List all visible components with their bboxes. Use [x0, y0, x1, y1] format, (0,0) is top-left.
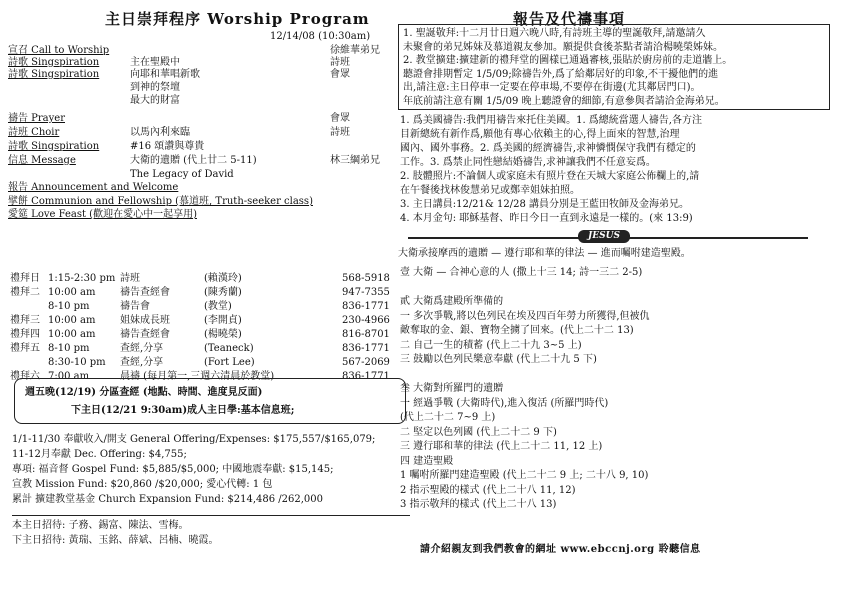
schedule-day: 禮拜二	[10, 287, 40, 298]
schedule-person: (教堂)	[204, 301, 232, 312]
program-item-label: 愛筵 Love Feast (歡迎在愛心中一起享用)	[8, 209, 197, 220]
schedule-row	[10, 286, 410, 300]
schedule-event: 詩班	[120, 273, 140, 284]
left-column	[0, 0, 415, 595]
schedule-person: (Teaneck)	[204, 343, 254, 354]
schedule-day: 禮拜日	[10, 273, 40, 284]
program-item-detail: 大衛的遺贈 (代上廿二 5-11)	[130, 155, 257, 166]
outline-line: 叁 大衛對所羅門的遺贈	[400, 383, 504, 394]
program-item-leader: 詩班	[330, 127, 350, 138]
schedule-person: (楊曉榮)	[204, 329, 242, 340]
schedule-row	[10, 356, 410, 370]
schedule-row	[10, 314, 410, 328]
program-item-label: 詩班 Choir	[8, 127, 60, 138]
outline-line: (代上二十二 7~9 上)	[400, 412, 496, 423]
schedule-time: 1:15-2:30 pm	[48, 273, 116, 284]
schedule-row	[10, 272, 410, 286]
program-item-detail: The Legacy of David	[130, 169, 234, 180]
announcement-line: 聽證會排期暫定 1/5/09;除禱告外,爲了給鄰居好的印象,不干擾他們的進	[403, 68, 719, 80]
outline-line: 二 自己一生的積蓄 (代上二十九 3~5 上)	[400, 339, 582, 351]
host-line: 本主日招待: 子務、錫富、陳法、雪梅。	[12, 520, 189, 531]
banner-text: JESUS	[578, 230, 630, 243]
divider	[12, 515, 410, 516]
program-item-label: 報告 Announcement and Welcome	[8, 182, 179, 193]
sermon-title: 大衛承接摩西的遺贈 — 遵行耶和華的律法 — 進而囑咐建造聖殿。	[398, 248, 691, 259]
outline-line: 四 建造聖殿	[400, 455, 454, 467]
program-item-detail: 主在聖殿中	[130, 57, 180, 68]
schedule-time: 8-10 pm	[48, 343, 90, 354]
schedule-phone: 816-8701	[342, 329, 390, 340]
schedule-phone: 567-2069	[342, 357, 390, 368]
announcement-line: 2. 教堂擴建:擴建新的禮拜堂的圖樣已通過審核,張貼於廚房前的走道牆上。	[403, 55, 733, 66]
prayer-item-line: 在午餐後找林俊慧弟兄或鄭幸姐妹拍照。	[400, 185, 580, 196]
schedule-phone: 836-1771	[342, 343, 390, 354]
website-footer: 請介紹親友到我們教會的網址 www.ebccnj.org 聆聽信息	[420, 544, 701, 555]
program-title: 主日崇拜程序 Worship Program	[105, 10, 370, 28]
schedule-row	[10, 328, 410, 342]
outline-line: 三 鼓勵以色列民樂意奉獻 (代上二十九 5 下)	[400, 354, 597, 365]
outline-line: 貳 大衛爲建殿所準備的	[400, 296, 504, 307]
program-item-label: 宣召 Call to Worship	[8, 45, 110, 56]
program-item-leader: 林三綱弟兄	[330, 155, 380, 166]
schedule-day: 禮拜三	[10, 315, 40, 326]
outline-line: 2 指示聖殿的樣式 (代上二十八 11, 12)	[400, 484, 576, 496]
announcement-line: 未聚會的弟兄姊妹及慕道親友參加。願提供食後茶點者請洽楊曉榮姊妹。	[403, 41, 723, 53]
program-item-label: 擘餅 Communion and Fellowship (慕道班, Truth-seeker class)	[8, 196, 313, 207]
schedule-person: (Fort Lee)	[204, 357, 255, 368]
program-date: 12/14/08 (10:30am)	[270, 31, 371, 42]
schedule-event: 查經,分享	[120, 343, 164, 354]
schedule-event: 查經,分享	[120, 357, 164, 368]
schedule-time: 7:00 am	[48, 371, 90, 382]
scroll-line-1: 週五晚(12/19) 分區查經 (地點、時間、進度見反面)	[25, 387, 263, 398]
prayer-item-line: 1. 爲美國禱告:我們用禱告來托住美國。1. 爲總統當選人禱告,各方注	[400, 115, 702, 126]
schedule-person: (賴漢玲)	[204, 273, 242, 284]
schedule-day: 禮拜五	[10, 343, 40, 354]
program-item-label: 詩歌 Singspiration	[8, 141, 100, 152]
prayer-item-line: 工作。3. 爲禁止同性戀結婚禱告,求神讓我們不任意妄爲。	[400, 157, 656, 168]
program-item-label: 詩歌 Singspiration	[8, 69, 100, 80]
schedule-phone: 836-1771	[342, 301, 390, 312]
outline-line: 3 指示敬拜的樣式 (代上二十八 13)	[400, 499, 557, 510]
offering-line: 1/1-11/30 奉獻收入/開支 General Offering/Expenses: $175,557/$165,079;	[12, 434, 376, 445]
prayer-item-line: 目新總統有新作爲,願他有專心依賴主的心,得上面來的智慧,治理	[400, 129, 680, 140]
schedule-phone: 230-4966	[342, 315, 390, 326]
program-item-detail: 最大的財富	[130, 95, 180, 106]
schedule-time: 10:00 am	[48, 287, 96, 298]
outline-line: 1 囑咐所羅門建造聖殿 (代上二十二 9 上; 二十八 9, 10)	[400, 470, 649, 481]
schedule-event: 禱告查經會	[120, 287, 170, 298]
prayer-item-line: 2. 肢體照片:不論個人或家庭未有照片登在天城大家庭公佈欄上的,請	[400, 171, 700, 182]
program-item-detail: 以馬內利來臨	[130, 127, 190, 138]
outline-line: 壹 大衛 — 合神心意的人 (撒上十三 14; 詩一三二 2-5)	[400, 267, 643, 278]
program-item-label: 詩歌 Singspiration	[8, 57, 100, 68]
outline-line: 敵奪取的金、銀、寶物全擄了回來。(代上二十二 13)	[400, 325, 634, 336]
schedule-phone: 947-7355	[342, 287, 390, 298]
offering-line: 專項: 福音督 Gospel Fund: $5,885/$5,000; 中國地震奉獻: $15,145;	[12, 464, 334, 475]
program-item-detail: #16 頌讚與尊貴	[130, 141, 205, 152]
schedule-event: 姐妹成長班	[120, 315, 170, 326]
schedule-time: 10:00 am	[48, 315, 96, 326]
outline-line: 一 經過爭戰 (大衛時代),進入復活 (所羅門時代)	[400, 397, 609, 409]
offering-line: 11-12月奉獻 Dec. Offering: $4,755;	[12, 449, 187, 460]
prayer-item-line: 3. 主日講員:12/21& 12/28 講員分別是王藍田牧師及金海弟兄。	[400, 199, 689, 210]
schedule-phone: 568-5918	[342, 273, 390, 284]
outline-line: 一 多次爭戰,將以色列民在埃及四百年勞力所獲得,但被仇	[400, 310, 650, 322]
announcements-title: 報告及代禱事項	[513, 10, 626, 28]
scroll-line-2: 下主日(12/21 9:30am)成人主日學:基本信息班;	[71, 405, 295, 416]
program-item-detail: 到神的祭壇	[130, 82, 180, 93]
program-item-leader: 詩班	[330, 57, 350, 68]
program-item-label: 禱告 Prayer	[8, 113, 65, 124]
outline-line: 二 堅定以色列國 (代上二十二 9 下)	[400, 426, 557, 438]
schedule-row	[10, 300, 410, 314]
schedule-time: 10:00 am	[48, 329, 96, 340]
program-item-leader: 會眾	[330, 69, 350, 80]
notice-scroll	[14, 378, 406, 424]
program-item-leader: 會眾	[330, 113, 350, 124]
schedule-phone: 836-1771	[342, 371, 390, 382]
program-item-label: 信息 Message	[8, 155, 76, 166]
schedule-person: (李開貞)	[204, 315, 242, 326]
schedule-time: 8:30-10 pm	[48, 357, 106, 368]
jesus-banner	[408, 230, 808, 244]
host-line: 下主日招待: 黃瑞、玉銘、薛斌、呂楠、曉霞。	[12, 535, 219, 546]
announcement-line: 出,請注意:主日停車一定要在停車場,不要停在街邊(尤其鄰居門口)。	[403, 82, 701, 93]
announcement-line: 1. 聖誕敬拜:十二月廿日週六晚八時,有詩班主導的聖誕敬拜,請邀請久	[403, 28, 706, 39]
announcement-line: 年底前請注意有關 1/5/09 晚上聽證會的細節,有意參與者請洽金海弟兄。	[403, 95, 725, 107]
prayer-item-line: 國內、國外事務。2. 爲美國的經濟禱告,求神憐憫保守我們有穩定的	[400, 143, 696, 154]
schedule-event: 晨禱 (每月第一,三週六清晨於教堂)	[120, 371, 275, 382]
schedule-day: 禮拜六	[10, 371, 40, 382]
schedule-event: 禱告查經會	[120, 329, 170, 340]
schedule-person: (陳秀蘭)	[204, 287, 242, 298]
offering-line: 宣教 Mission Fund: $20,860 /$20,000; 愛心代轉: 1 包	[12, 479, 273, 490]
prayer-item-line: 4. 本月金句: 耶穌基督、昨日今日一直到永遠是一樣的。(來 13:9)	[400, 213, 693, 224]
program-item-detail: 向耶和華唱新歌	[130, 69, 200, 80]
weekly-schedule	[10, 272, 410, 384]
program-item-leader: 徐維華弟兄	[330, 45, 380, 56]
schedule-day: 禮拜四	[10, 329, 40, 340]
schedule-time: 8-10 pm	[48, 301, 90, 312]
outline-line: 三 遵行耶和華的律法 (代上二十二 11, 12 上)	[400, 441, 603, 452]
announcement-box	[398, 24, 830, 110]
schedule-event: 禱告會	[120, 301, 150, 312]
offering-line: 累計 擴建教堂基金 Church Expansion Fund: $214,486 /262,000	[12, 494, 323, 505]
schedule-row	[10, 342, 410, 356]
